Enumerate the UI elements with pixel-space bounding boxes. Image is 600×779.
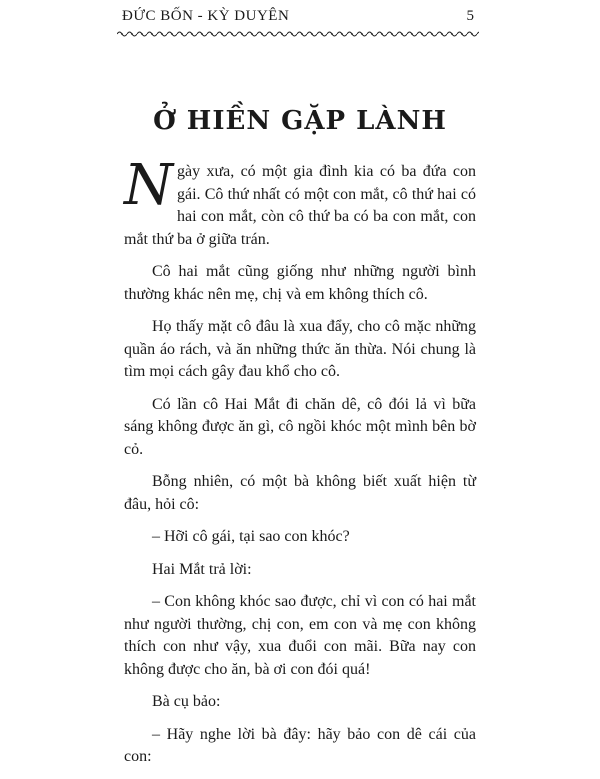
paragraph-5: Bỗng nhiên, có một bà không biết xuất hiện từ đâu, hỏi cô: bbox=[124, 473, 476, 513]
page-number: 5 bbox=[466, 8, 474, 24]
paragraph-4: Có lần cô Hai Mắt đi chăn dê, cô đói lả vì bữa sáng không được ăn gì, cô ngồi khóc một mình bên bờ cỏ. bbox=[124, 395, 476, 458]
paragraph-3: Họ thấy mặt cô đâu là xua đẩy, cho cô mặc những quần áo rách, và ăn những thức ăn thừa. Nói chung là tìm mọi cách gây đau khổ cho cô. bbox=[124, 318, 476, 380]
decorative-border-ornament bbox=[117, 30, 479, 38]
paragraph-1-text: gày xưa, có một gia đình kia có ba đứa con gái. Cô thứ nhất có một con mắt, cô thứ hai có hai con mắt, còn cô thứ ba có ba con mắt, con mắt thứ ba ở giữa trán. bbox=[124, 163, 476, 248]
paragraph-2: Cô hai mắt cũng giống như những người bình thường khác nên mẹ, chị và em không thích cô. bbox=[124, 263, 476, 303]
chapter-title: Ở HIỀN GẶP LÀNH bbox=[153, 106, 447, 136]
story-body bbox=[124, 153, 476, 779]
page-header bbox=[122, 8, 474, 32]
paragraph-1 bbox=[124, 153, 476, 251]
paragraph-10: – Hãy nghe lời bà đây: hãy bảo con dê cái của con: bbox=[124, 725, 476, 765]
drop-cap: N bbox=[124, 153, 173, 218]
paragraph-8: – Con không khóc sao được, chỉ vì con có hai mắt như người thường, chị con, em con và mẹ con không thích con như vậy, xua đuổi con mãi. Bữa nay con không được cho ăn, bà ơi con đói quá! bbox=[124, 593, 476, 678]
paragraph-9: Bà cụ bảo: bbox=[152, 693, 221, 710]
running-head: ĐỨC BỐN - KỲ DUYÊN bbox=[122, 8, 290, 24]
paragraph-6: – Hỡi cô gái, tại sao con khóc? bbox=[152, 528, 350, 545]
paragraph-7: Hai Mắt trả lời: bbox=[152, 560, 252, 578]
